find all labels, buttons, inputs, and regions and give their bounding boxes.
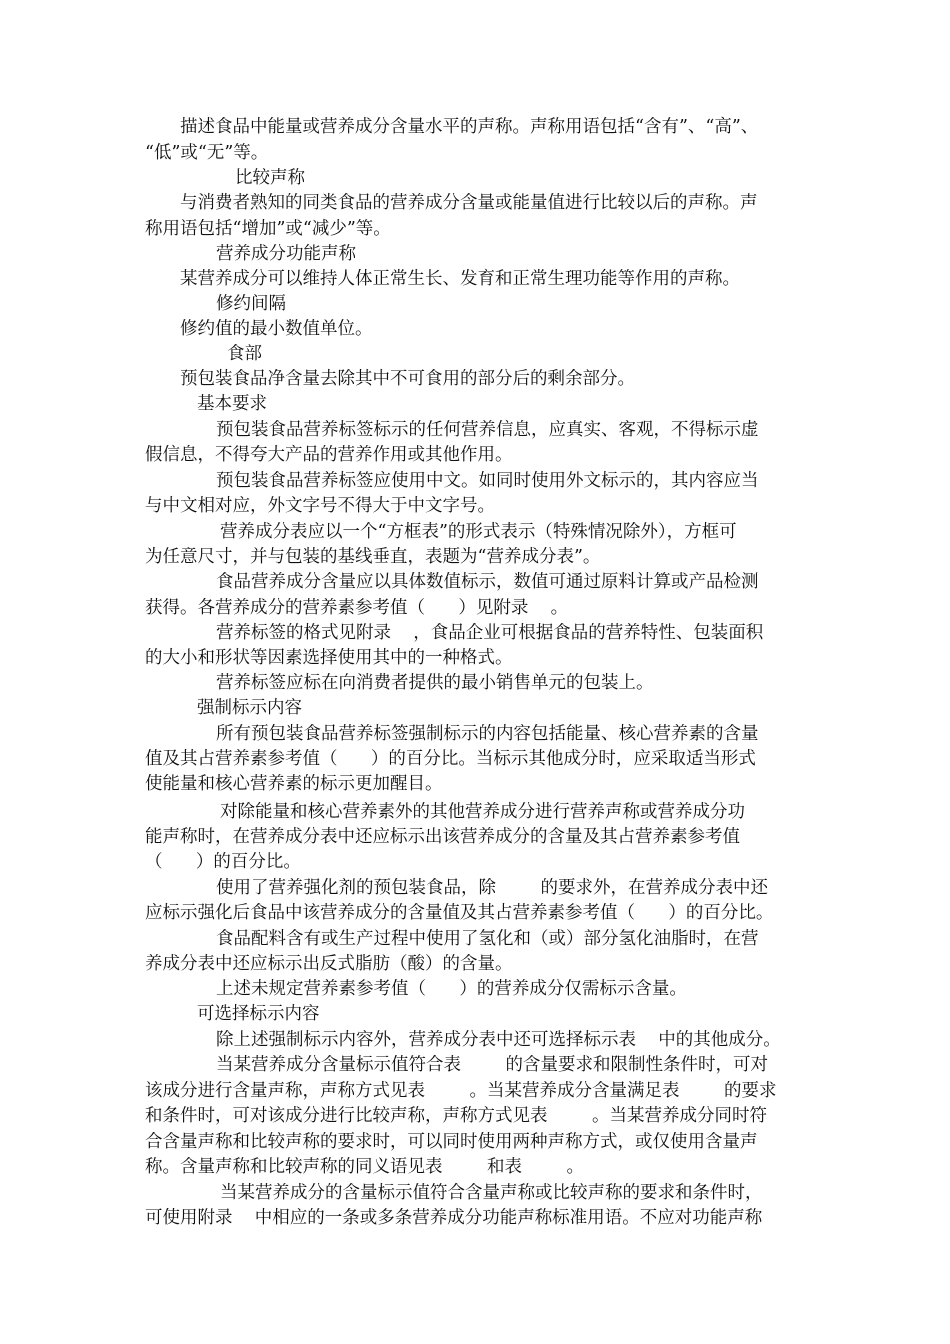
- text-line: 使用了营养强化剂的预包装食品，除 的要求外，在营养成分表中还: [216, 878, 768, 898]
- text-line: 修约值的最小数值单位。: [180, 319, 373, 339]
- text-line: 某营养成分可以维持人体正常生长、发育和正常生理功能等作用的声称。: [180, 269, 740, 289]
- section-heading: 食部: [227, 344, 262, 364]
- text-line: 和条件时，可对该成分进行比较声称，声称方式见表 。当某营养成分同时符: [145, 1106, 767, 1126]
- section-heading: 比较声称: [235, 168, 305, 188]
- text-line: 与消费者熟知的同类食品的营养成分含量或能量值进行比较以后的声称。声: [180, 193, 758, 213]
- text-line: 营养成分表应以一个“方框表”的形式表示（特殊情况除外），方框可: [220, 522, 737, 542]
- text-line: 与中文相对应，外文字号不得大于中文字号。: [145, 496, 495, 516]
- text-line: 预包装食品净含量去除其中不可食用的部分后的剩余部分。: [180, 369, 635, 389]
- text-line: 可使用附录 中相应的一条或多条营养成分功能声称标准用语。不应对功能声称: [145, 1208, 763, 1228]
- text-line: 称用语包括“增加”或“减少”等。: [145, 219, 391, 239]
- text-line: 的大小和形状等因素选择使用其中的一种格式。: [145, 648, 513, 668]
- text-line: 称。含量声称和比较声称的同义语见表 和表 。: [145, 1157, 585, 1177]
- text-line: 使能量和核心营养素的标示更加醒目。: [145, 774, 443, 794]
- section-heading: 营养成分功能声称: [216, 244, 356, 264]
- text-line: 应标示强化后食品中该营养成分的含量值及其占营养素参考值（ ）的百分比。: [145, 903, 774, 923]
- text-line: 值及其占营养素参考值（ ）的百分比。当标示其他成分时，应采取适当形式: [145, 749, 756, 769]
- text-line: 对除能量和核心营养素外的其他营养成分进行营养声称或营养成分功: [220, 802, 745, 822]
- text-line: 为任意尺寸，并与包装的基线垂直，表题为“营养成分表”。: [145, 547, 601, 567]
- text-line: 营养标签的格式见附录 ，食品企业可根据食品的营养特性、包装面积: [216, 623, 764, 643]
- text-line: 当某营养成分含量标示值符合表 的含量要求和限制性条件时，可对: [216, 1055, 768, 1075]
- section-heading: 基本要求: [197, 394, 267, 414]
- text-line: 养成分表中还应标示出反式脂肪（酸）的含量。: [145, 954, 513, 974]
- text-line: 除上述强制标示内容外，营养成分表中还可选择标示表 中的其他成分。: [216, 1030, 781, 1050]
- section-heading: 可选择标示内容: [197, 1004, 320, 1024]
- text-line: 获得。各营养成分的营养素参考值（ ）见附录 。: [145, 598, 569, 618]
- text-line: 食品配料含有或生产过程中使用了氢化和（或）部分氢化油脂时，在营: [216, 929, 759, 949]
- text-line: 营养标签应标在向消费者提供的最小销售单元的包装上。: [216, 673, 654, 693]
- text-line: 假信息，不得夸大产品的营养作用或其他作用。: [145, 445, 513, 465]
- text-line: 描述食品中能量或营养成分含量水平的声称。声称用语包括“含有”、“高”、: [180, 117, 759, 137]
- text-line: 能声称时，在营养成分表中还应标示出该营养成分的含量及其占营养素参考值: [145, 827, 740, 847]
- text-line: 上述未规定营养素参考值（ ）的营养成分仅需标示含量。: [216, 979, 687, 999]
- section-heading: 修约间隔: [216, 294, 286, 314]
- text-line: 所有预包装食品营养标签强制标示的内容包括能量、核心营养素的含量: [216, 724, 759, 744]
- section-heading: 强制标示内容: [197, 698, 302, 718]
- text-line: 预包装食品营养标签应使用中文。如同时使用外文标示的，其内容应当: [216, 471, 759, 491]
- text-line: 该成分进行含量声称，声称方式见表 。当某营养成分含量满足表 的要求: [145, 1081, 777, 1101]
- text-line: 当某营养成分的含量标示值符合含量声称或比较声称的要求和条件时，: [220, 1183, 763, 1203]
- text-line: 合含量声称和比较声称的要求时，可以同时使用两种声称方式，或仅使用含量声: [145, 1132, 758, 1152]
- text-line: （ ）的百分比。: [145, 852, 301, 872]
- text-line: 食品营养成分含量应以具体数值标示，数值可通过原料计算或产品检测: [216, 572, 759, 592]
- text-line: “低”或“无”等。: [145, 143, 269, 163]
- text-line: 预包装食品营养标签标示的任何营养信息，应真实、客观，不得标示虚: [216, 420, 759, 440]
